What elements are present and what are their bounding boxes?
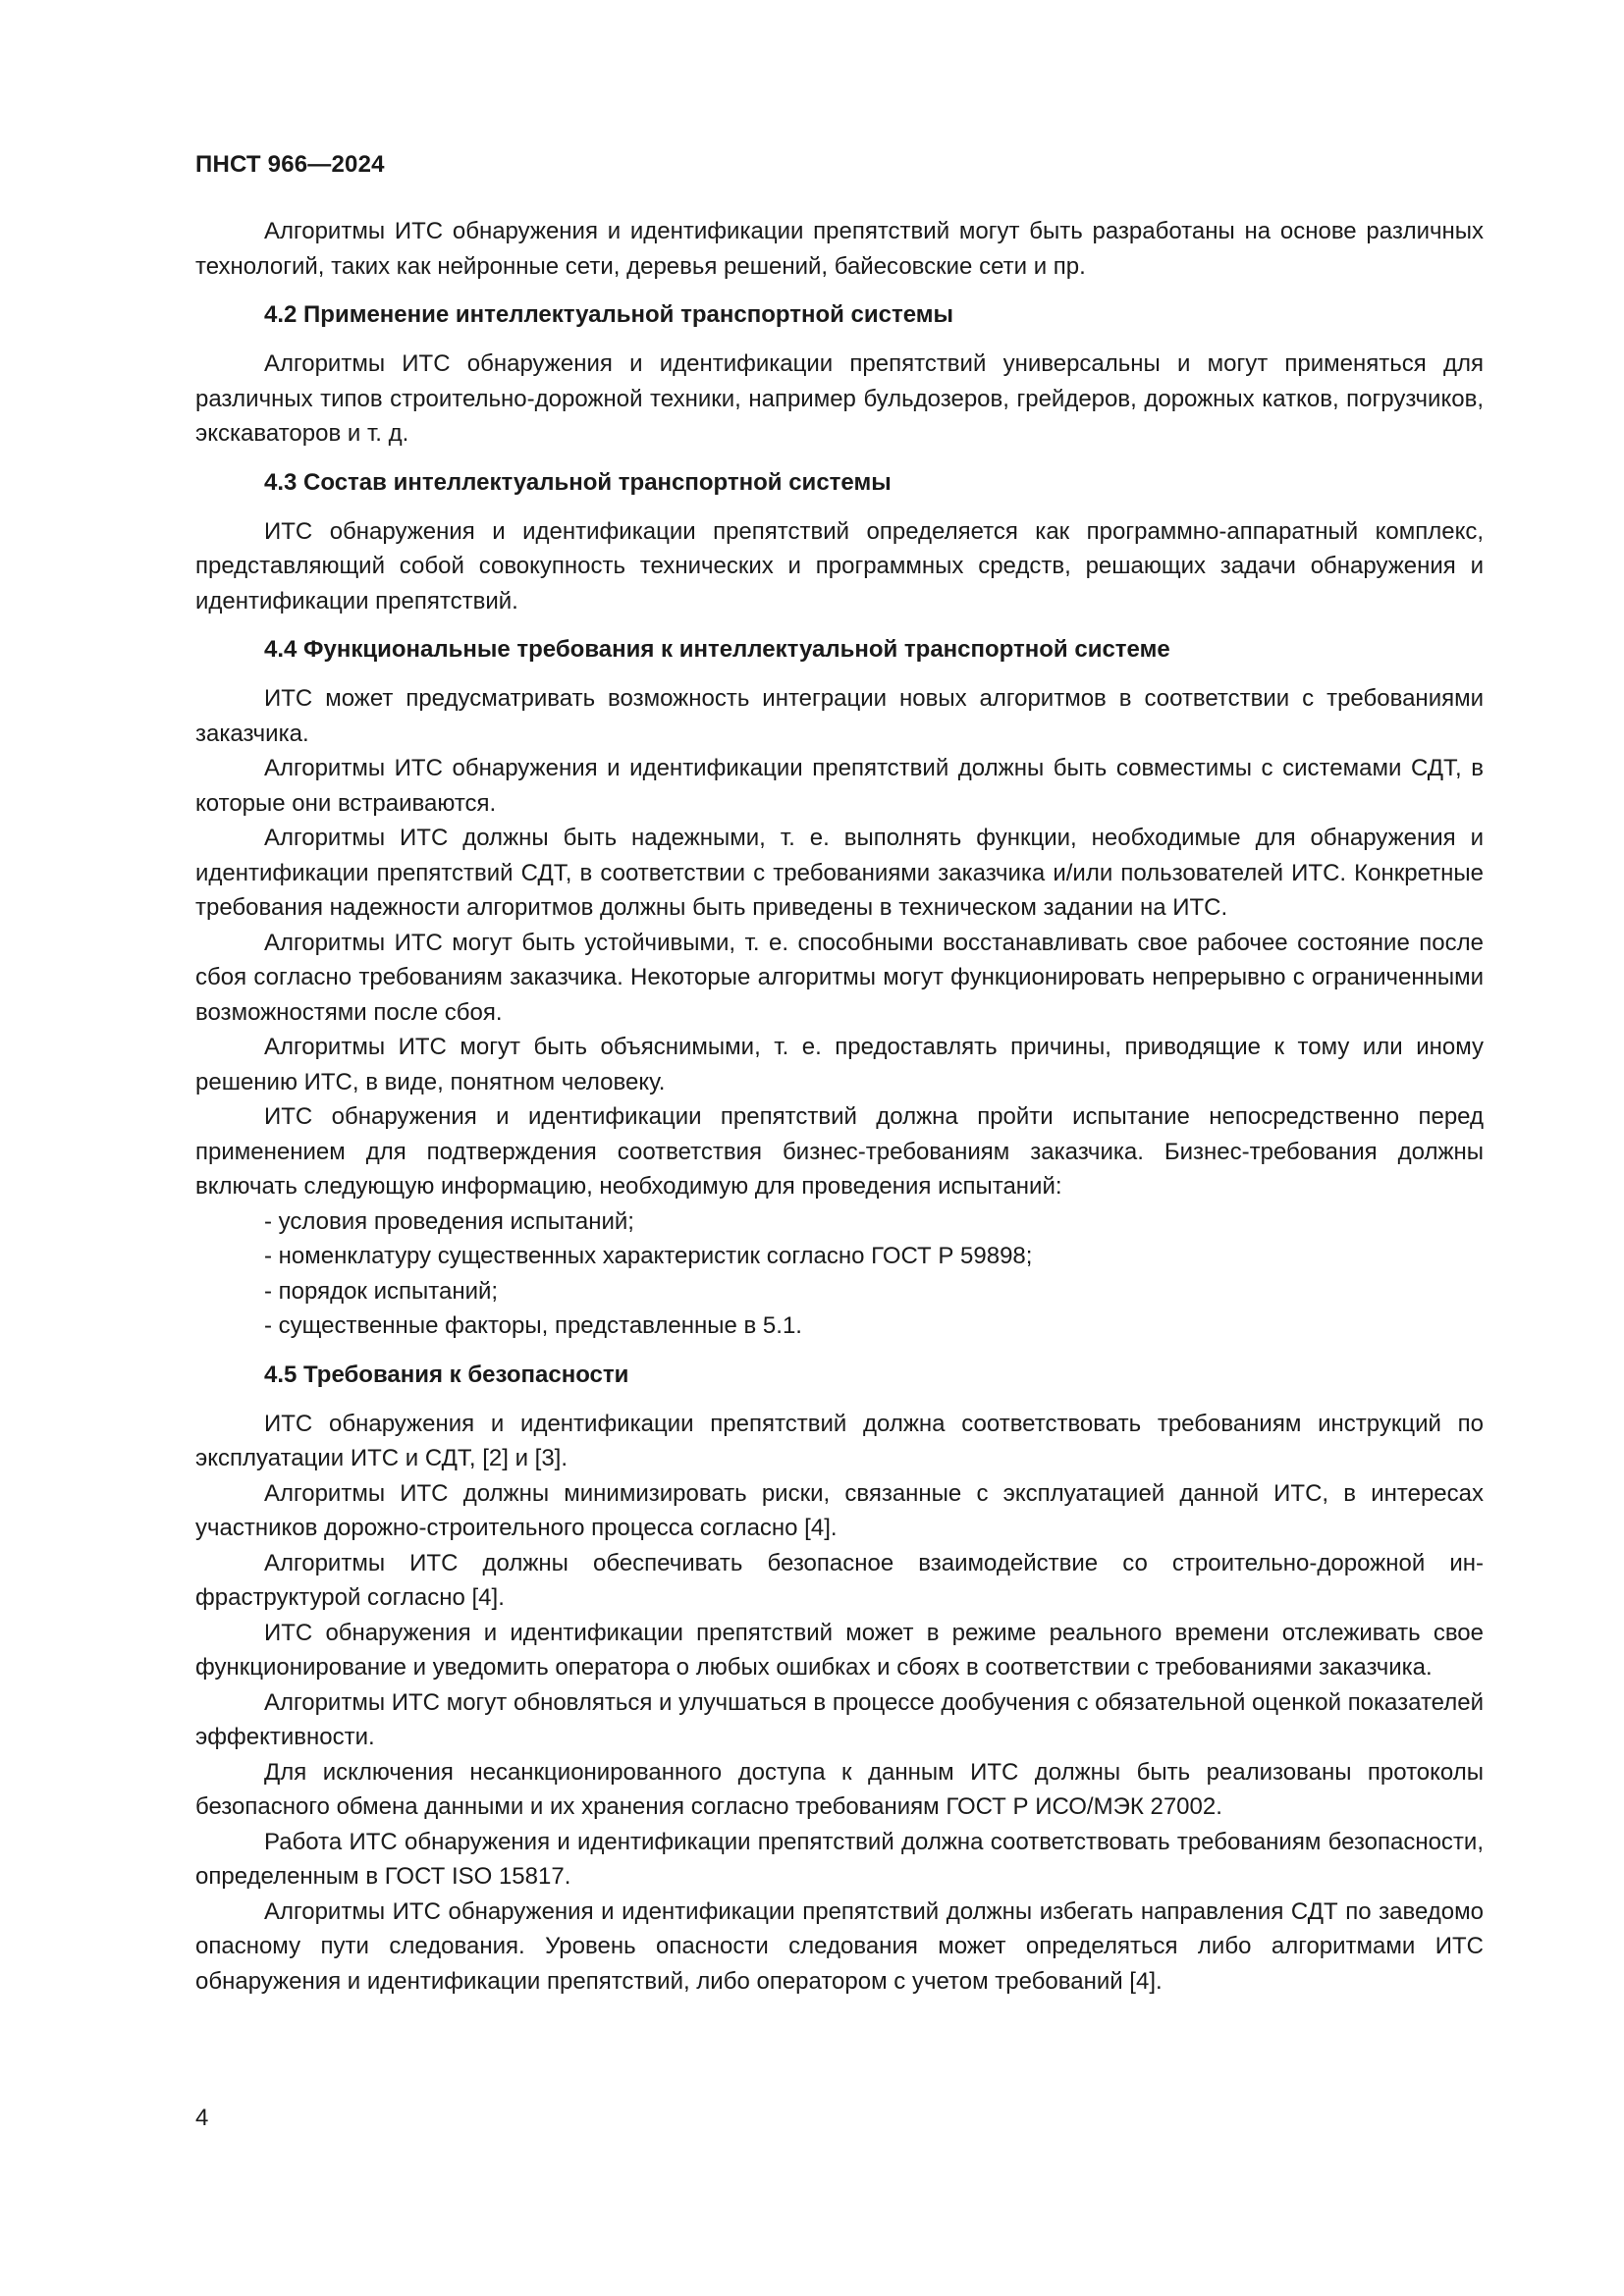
section-4-4-paragraph-4: Алгоритмы ИТС могут быть устойчивыми, т. е. способными восстанавливать свое рабочее состояние после сбоя согласно требованиям заказчика. Некоторые алгоритмы могут функционировать непрерывно с ограниченными возможностями после сбоя. [195,929,1484,1026]
list-item: - порядок испытаний; [264,1277,499,1305]
list-item: - номенклатуру существенных характеристик согласно ГОСТ Р 59898; [264,1243,1033,1269]
intro-paragraph: Алгоритмы ИТС обнаружения и идентификации препятствий могут быть разработаны на основе различных технологий, таких как нейронные сети, деревья решений, байесовские сети и пр. [195,218,1484,280]
section-4-2-paragraph: Алгоритмы ИТС обнаружения и идентификации препятствий универсальны и могут применяться для различных типов строительно-дорожной техники, например бульдозеров, грейдеров, дорожных катков, погрузчиков, экскаваторов и т. д. [195,350,1484,447]
section-4-4-title: 4.4 Функциональные требования к интеллектуальной транспортной системе [264,636,1170,663]
section-4-4-paragraph-3: Алгоритмы ИТС должны быть надежными, т. е. выполнять функции, необходимые для обнаружения и идентификации препятствий СДТ, в соответствии с требованиями заказчика и/или пользователей ИТС. Конкретные требования надежности алгоритмов должны быть приведены в техническом задании на ИТС. [195,825,1484,921]
page-number: 4 [195,2105,209,2131]
section-4-5-paragraph-1: ИТС обнаружения и идентификации препятствий должна соответствовать требованиям инструкций по эксплуатации ИТС и СДТ, [2] и [3]. [195,1410,1484,1471]
section-4-5-paragraph-2: Алгоритмы ИТС должны минимизировать риски, связанные с эксплуатацией данной ИТС, в интересах участников дорожно-строительного процесса согласно [4]. [195,1479,1484,1541]
list-item: - условия проведения испытаний; [264,1207,634,1235]
section-4-4-paragraph-2: Алгоритмы ИТС обнаружения и идентификации препятствий должны быть совместимы с системами СДТ, в которые они встраиваются. [195,755,1484,817]
section-4-4-paragraph-1: ИТС может предусматривать возможность интеграции новых алгоритмов в соответствии с требованиями заказчика. [195,685,1484,747]
section-4-5-paragraph-4: ИТС обнаружения и идентификации препятствий может в режиме реального времени отслеживать свое функционирование и уведомить оператора о любых ошибках и сбоях в соответствии с требованиями заказчика. [195,1619,1484,1681]
section-4-5-title: 4.5 Требования к безопасности [264,1361,629,1388]
document-page [195,147,1484,1999]
section-4-4-paragraph-6: ИТС обнаружения и идентификации препятствий должна пройти испытание непосредственно перед применением для подтверждения соответствия бизнес-требованиям заказчика. Бизнес-требования должны включать следующую информацию, необходимую для проведения испытаний: [195,1103,1484,1200]
document-header: ПНСТ 966—2024 [195,151,385,178]
section-4-4-paragraph-5: Алгоритмы ИТС могут быть объяснимыми, т. е. предоставлять причины, приводящие к тому или иному решению ИТС, в виде, понятном человеку. [195,1034,1484,1095]
list-item: - существенные факторы, представленные в 5.1. [264,1312,802,1339]
section-4-5-paragraph-6: Для исключения несанкционированного доступа к данным ИТС должны быть реализованы протоколы безопасного обмена данными и их хранения согласно требованиям ГОСТ Р ИСО/МЭК 27002. [195,1758,1484,1820]
section-4-3-title: 4.3 Состав интеллектуальной транспортной системы [264,468,892,496]
section-4-2-title: 4.2 Применение интеллектуальной транспортной системы [264,301,954,328]
section-4-5-paragraph-5: Алгоритмы ИТС могут обновляться и улучшаться в процессе дообучения с обязательной оценкой показателей эффективности. [195,1688,1484,1750]
section-4-3-paragraph: ИТС обнаружения и идентификации препятствий определяется как программно-аппаратный комплекс, представляющий собой совокупность технических и программных средств, решающих задачи обнаружения и идентификации препятствий. [195,517,1484,614]
section-4-5-paragraph-3: Алгоритмы ИТС должны обеспечивать безопасное взаимодействие со строительно-дорожной инфраструктурой согласно [4]. [195,1549,1484,1611]
section-4-5-paragraph-8: Алгоритмы ИТС обнаружения и идентификации препятствий должны избегать направления СДТ по заведомо опасному пути следования. Уровень опасности следования может определяться либо алгоритмами ИТС обнаружения и идентификации препятствий, либо оператором с учетом требований [4]. [195,1897,1484,1995]
section-4-5-paragraph-7: Работа ИТС обнаружения и идентификации препятствий должна соответствовать требованиям безопасности, определенным в ГОСТ ISO 15817. [195,1828,1484,1890]
